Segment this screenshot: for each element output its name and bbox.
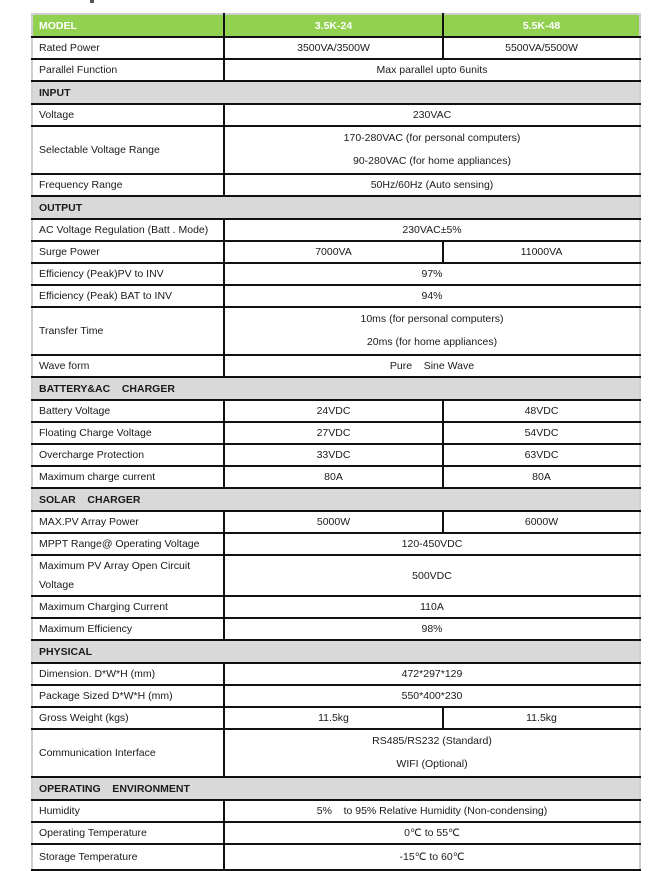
row-value: 63VDC bbox=[443, 444, 640, 466]
row-label: Gross Weight (kgs) bbox=[32, 707, 224, 729]
section-title: INPUT bbox=[32, 81, 640, 104]
row-label: Frequency Range bbox=[32, 174, 224, 196]
row-label: Overcharge Protection bbox=[32, 444, 224, 466]
row-label: Floating Charge Voltage bbox=[32, 422, 224, 444]
table-row bbox=[32, 219, 640, 241]
table-row bbox=[32, 263, 640, 285]
label-line: Maximum PV Array Open Circuit bbox=[39, 559, 191, 572]
row-label: MPPT Range@ Operating Voltage bbox=[32, 533, 224, 555]
section-title: SOLAR CHARGER bbox=[32, 488, 640, 511]
section-title: OPERATING ENVIRONMENT bbox=[32, 777, 640, 800]
row-label: Maximum Efficiency bbox=[32, 618, 224, 640]
row-value: 500VDC bbox=[224, 555, 640, 596]
row-value: 5000W bbox=[224, 511, 443, 533]
row-value: Max parallel upto 6units bbox=[224, 59, 640, 81]
row-value bbox=[224, 307, 640, 355]
table-row bbox=[32, 422, 640, 444]
model-3-5k-24: 3.5K-24 bbox=[224, 14, 443, 37]
row-label: Battery Voltage bbox=[32, 400, 224, 422]
table-row bbox=[32, 533, 640, 555]
section-title: PHYSICAL bbox=[32, 640, 640, 663]
table-row bbox=[32, 800, 640, 822]
section-title: BATTERY&AC CHARGER bbox=[32, 377, 640, 400]
row-value: Pure Sine Wave bbox=[224, 355, 640, 377]
cropped-text-fragment bbox=[90, 0, 94, 3]
table-row bbox=[32, 174, 640, 196]
value-line: 10ms (for personal computers) bbox=[360, 313, 504, 325]
model-header-row bbox=[32, 14, 640, 37]
row-value: 5500VA/5500W bbox=[443, 37, 640, 59]
table-row bbox=[32, 241, 640, 263]
value-line: WIFI (Optional) bbox=[396, 758, 468, 770]
row-label: Efficiency (Peak)PV to INV bbox=[32, 263, 224, 285]
row-label: Voltage bbox=[32, 104, 224, 126]
row-label: Maximum charge current bbox=[32, 466, 224, 488]
row-value: 80A bbox=[224, 466, 443, 488]
table-row bbox=[32, 822, 640, 844]
table-row bbox=[32, 685, 640, 707]
spec-table bbox=[31, 13, 641, 871]
row-label: Transfer Time bbox=[32, 307, 224, 355]
table-row bbox=[32, 400, 640, 422]
row-value: 472*297*129 bbox=[224, 663, 640, 685]
row-label: Wave form bbox=[32, 355, 224, 377]
row-value: -15℃ to 60℃ bbox=[224, 844, 640, 870]
row-value: 33VDC bbox=[224, 444, 443, 466]
value-line: 20ms (for home appliances) bbox=[366, 336, 498, 348]
row-value: 11.5kg bbox=[224, 707, 443, 729]
row-value: 94% bbox=[224, 285, 640, 307]
row-label: Maximum Charging Current bbox=[32, 596, 224, 618]
table-row bbox=[32, 707, 640, 729]
row-label: Parallel Function bbox=[32, 59, 224, 81]
section-header-solar-charger bbox=[32, 488, 640, 511]
row-label: Package Sized D*W*H (mm) bbox=[32, 685, 224, 707]
model-5-5k-48: 5.5K-48 bbox=[443, 14, 640, 37]
row-value: 27VDC bbox=[224, 422, 443, 444]
section-title: OUTPUT bbox=[32, 196, 640, 219]
table-row bbox=[32, 844, 640, 870]
row-value: 7000VA bbox=[224, 241, 443, 263]
row-value: 3500VA/3500W bbox=[224, 37, 443, 59]
row-value: 24VDC bbox=[224, 400, 443, 422]
row-value bbox=[224, 126, 640, 174]
row-value: 50Hz/60Hz (Auto sensing) bbox=[224, 174, 640, 196]
table-row bbox=[32, 355, 640, 377]
section-header-battery-charger bbox=[32, 377, 640, 400]
row-value: 48VDC bbox=[443, 400, 640, 422]
value-line: 170-280VAC (for personal computers) bbox=[343, 132, 521, 144]
table-row bbox=[32, 511, 640, 533]
section-header-operating-environment bbox=[32, 777, 640, 800]
row-label: Surge Power bbox=[32, 241, 224, 263]
row-value: 6000W bbox=[443, 511, 640, 533]
row-value: 98% bbox=[224, 618, 640, 640]
table-row bbox=[32, 466, 640, 488]
row-value: 11.5kg bbox=[443, 707, 640, 729]
table-row bbox=[32, 59, 640, 81]
row-label: Humidity bbox=[32, 800, 224, 822]
row-value: 120-450VDC bbox=[224, 533, 640, 555]
table-row bbox=[32, 126, 640, 174]
table-row bbox=[32, 37, 640, 59]
row-value: 230VAC±5% bbox=[224, 219, 640, 241]
table-row bbox=[32, 729, 640, 777]
value-line: RS485/RS232 (Standard) bbox=[372, 735, 492, 747]
row-value: 5% to 95% Relative Humidity (Non-condensing) bbox=[224, 800, 640, 822]
model-label: MODEL bbox=[32, 14, 224, 37]
row-value: 80A bbox=[443, 466, 640, 488]
table-row bbox=[32, 444, 640, 466]
section-header-input bbox=[32, 81, 640, 104]
table-row bbox=[32, 555, 640, 596]
table-row bbox=[32, 663, 640, 685]
row-value: 550*400*230 bbox=[224, 685, 640, 707]
row-label: Operating Temperature bbox=[32, 822, 224, 844]
row-label: Communication Interface bbox=[32, 729, 224, 777]
row-label: AC Voltage Regulation (Batt . Mode) bbox=[32, 219, 224, 241]
row-value: 230VAC bbox=[224, 104, 640, 126]
row-label: Storage Temperature bbox=[32, 844, 224, 870]
row-value: 0℃ to 55℃ bbox=[224, 822, 640, 844]
table-row bbox=[32, 596, 640, 618]
row-label: Dimension. D*W*H (mm) bbox=[32, 663, 224, 685]
table-row bbox=[32, 104, 640, 126]
value-line: 90-280VAC (for home appliances) bbox=[353, 155, 511, 167]
section-header-physical bbox=[32, 640, 640, 663]
row-label: Rated Power bbox=[32, 37, 224, 59]
row-value: 54VDC bbox=[443, 422, 640, 444]
row-label: Efficiency (Peak) BAT to INV bbox=[32, 285, 224, 307]
table-row bbox=[32, 285, 640, 307]
row-value: 110A bbox=[224, 596, 640, 618]
row-value: 97% bbox=[224, 263, 640, 285]
row-label: Selectable Voltage Range bbox=[32, 126, 224, 174]
table-row bbox=[32, 618, 640, 640]
row-label: MAX.PV Array Power bbox=[32, 511, 224, 533]
section-header-output bbox=[32, 196, 640, 219]
row-label bbox=[32, 555, 224, 596]
row-value: 11000VA bbox=[443, 241, 640, 263]
row-value bbox=[224, 729, 640, 777]
label-line: Voltage bbox=[39, 578, 75, 591]
table-row bbox=[32, 307, 640, 355]
